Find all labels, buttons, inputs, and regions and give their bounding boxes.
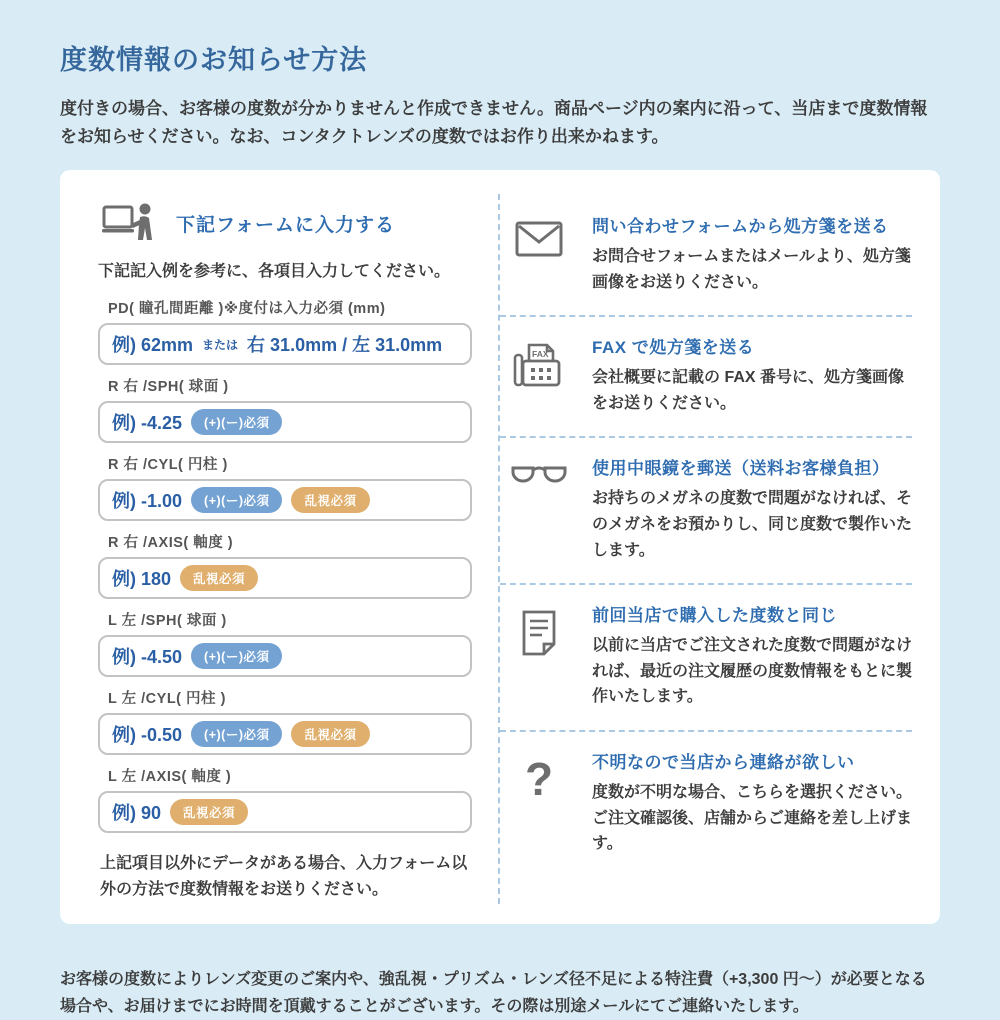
- page-title: 度数情報のお知らせ方法: [60, 45, 368, 75]
- method-contact-me: [500, 732, 912, 877]
- method-text: [592, 748, 912, 857]
- method-title: 使用中眼鏡を郵送（送料お客様負担）: [592, 459, 890, 479]
- methods-column: [500, 194, 940, 904]
- field-label: R 右 /SPH( 球面 ): [108, 379, 229, 396]
- example-value-2: 右 31.0mm / 左 31.0mm: [247, 335, 443, 356]
- form-method-title: 下記フォームに入力する: [176, 214, 396, 236]
- field-label: L 左 /CYL( 円柱 ): [108, 691, 226, 708]
- method-contact-form: [500, 196, 912, 317]
- method-body: お問合せフォームまたはメールより、処方箋画像をお送りください。: [592, 248, 911, 291]
- badge-sign-required: (+)(ー)必須: [191, 721, 282, 747]
- badge-astigmatism-required: 乱視必須: [170, 799, 248, 825]
- method-text: [592, 601, 912, 710]
- field-label: PD( 瞳孔間距離 )※度付は入力必須 (mm): [108, 301, 386, 318]
- badge-sign-required: (+)(ー)必須: [191, 643, 282, 669]
- form-column: [60, 194, 500, 904]
- example-input-box: [98, 401, 472, 443]
- method-title: 不明なので当店から連絡が欲しい: [592, 753, 855, 772]
- method-title: FAX で処方箋を送る: [592, 338, 755, 358]
- envelope-icon: [500, 212, 578, 295]
- method-body: 度数が不明な場合、こちらを選択ください。ご注文確認後、店舗からご連絡を差し上げます。: [592, 784, 913, 853]
- info-card: [60, 170, 940, 924]
- footer-note: お客様の度数によりレンズ変更のご案内や、強乱視・プリズム・レンズ径不足による特注費（+3,300 円〜）が必要となる場合や、お届けまでにお時間を頂戴することがございます。その際は別途メールにてご連絡いたします。: [60, 970, 927, 1016]
- method-title: 前回当店で購入した度数と同じ: [592, 606, 837, 626]
- field-l-sph: [98, 609, 472, 677]
- method-text: [592, 333, 912, 416]
- field-r-axis: [98, 531, 472, 599]
- form-instruction: 下記記入例を参考に、各項目入力してください。: [98, 263, 451, 281]
- method-text: [592, 212, 912, 295]
- document-icon: [500, 601, 578, 710]
- example-value: 例) 62mm: [112, 335, 194, 356]
- form-header: [102, 202, 472, 244]
- field-r-cyl: [98, 453, 472, 521]
- method-fax: [500, 317, 912, 438]
- example-input-box: [98, 791, 472, 833]
- method-title: 問い合わせフォームから処方箋を送る: [592, 217, 889, 237]
- field-label: R 右 /AXIS( 軸度 ): [108, 535, 234, 552]
- example-value: 例) -0.50: [112, 725, 183, 746]
- example-input-box: [98, 323, 472, 365]
- field-label: L 左 /AXIS( 軸度 ): [108, 769, 232, 786]
- form-note: 上記項目以外にデータがある場合、入力フォーム以外の方法で度数情報をお送りください。: [100, 855, 468, 899]
- method-mail-glasses: [500, 438, 912, 585]
- question-icon: ?: [524, 753, 554, 805]
- badge-sign-required: (+)(ー)必須: [191, 487, 282, 513]
- svg-text:FAX: FAX: [532, 349, 549, 360]
- badge-astigmatism-required: 乱視必須: [291, 721, 369, 747]
- example-input-box: [98, 479, 472, 521]
- badge-sign-required: (+)(ー)必須: [191, 409, 282, 435]
- example-input-box: [98, 713, 472, 755]
- field-l-axis: [98, 765, 472, 833]
- badge-astigmatism-required: 乱視必須: [180, 565, 258, 591]
- badge-astigmatism-required: 乱視必須: [291, 487, 369, 513]
- field-label: R 右 /CYL( 円柱 ): [108, 457, 228, 474]
- method-body: 以前に当店でご注文された度数で問題がなければ、最近の注文履歴の度数情報をもとに製作いたします。: [592, 637, 913, 706]
- example-value: 例) -4.25: [112, 413, 183, 434]
- example-input-box: [98, 635, 472, 677]
- method-body: 会社概要に記載の FAX 番号に、処方箋画像をお送りください。: [592, 369, 905, 412]
- glasses-icon: [500, 454, 578, 563]
- presenter-laptop-icon: [102, 202, 158, 244]
- example-value: 例) 90: [112, 803, 162, 824]
- method-text: [592, 454, 912, 563]
- example-value: 例) -4.50: [112, 647, 183, 668]
- intro-text: 度付きの場合、お客様の度数が分かりませんと作成できません。商品ページ内の案内に沿って、当店まで度数情報をお知らせください。なお、コンタクトレンズの度数ではお作り出来かねます。: [60, 99, 928, 146]
- method-body: お持ちのメガネの度数で問題がなければ、そのメガネをお預かりし、同じ度数で製作いたします。: [592, 490, 913, 559]
- field-pd: [98, 297, 472, 365]
- example-value: 例) 180: [112, 569, 172, 590]
- example-connector: または: [202, 337, 239, 352]
- field-r-sph: [98, 375, 472, 443]
- example-value: 例) -1.00: [112, 491, 183, 512]
- field-label: L 左 /SPH( 球面 ): [108, 613, 227, 630]
- method-previous-order: [500, 585, 912, 732]
- fax-icon: [500, 333, 578, 416]
- field-l-cyl: [98, 687, 472, 755]
- example-input-box: [98, 557, 472, 599]
